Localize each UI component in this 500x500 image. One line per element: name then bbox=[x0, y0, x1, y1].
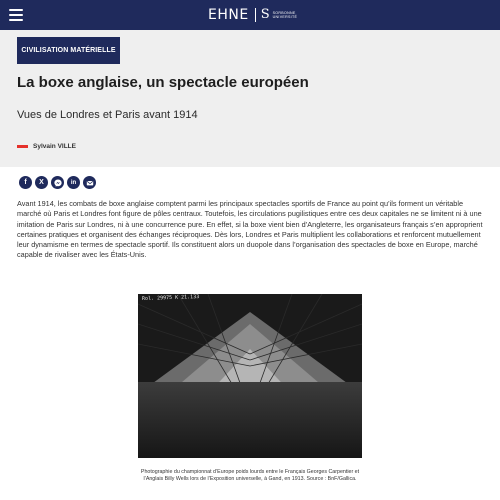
article-subtitle: Vues de Londres et Paris avant 1914 bbox=[17, 109, 198, 121]
article-photo[interactable] bbox=[138, 294, 362, 458]
email-glyph bbox=[86, 179, 94, 187]
author-accent-bar bbox=[17, 145, 28, 148]
sorbonne-logo-mark: S bbox=[260, 7, 270, 22]
author-name[interactable]: Sylvain VILLE bbox=[33, 142, 76, 150]
photo-caption: Photographie du championnat d’Europe poids lourds entre le Français Georges Carpentier et l’Anglais Billy Wells lors de l’Exposition universelle, à Gand, en 1913. Source : BnF/Gallica. bbox=[140, 469, 360, 483]
top-navigation-bar bbox=[0, 0, 500, 30]
article-header bbox=[0, 30, 500, 167]
linkedin-glyph: in bbox=[70, 179, 77, 186]
sorbonne-logo-wordmark bbox=[273, 11, 298, 19]
linkedin-icon[interactable] bbox=[67, 176, 80, 189]
facebook-glyph: f bbox=[24, 179, 27, 186]
category-badge[interactable]: CIVILISATION MATÉRIELLE bbox=[17, 37, 120, 64]
menu-icon-line bbox=[9, 19, 23, 21]
logo-uni-line-1: SORBONNE bbox=[272, 10, 296, 15]
photo-crowd bbox=[138, 382, 362, 458]
author-row bbox=[17, 140, 76, 152]
messenger-icon[interactable] bbox=[51, 176, 64, 189]
logo-separator bbox=[255, 8, 256, 22]
x-twitter-icon[interactable] bbox=[35, 176, 48, 189]
photo-archive-stamp: Rol. 29975 K 21.133 bbox=[141, 294, 200, 302]
email-icon[interactable] bbox=[83, 176, 96, 189]
photo-hall-roof bbox=[138, 294, 362, 394]
article-intro: Avant 1914, les combats de boxe anglaise comptent parmi les principaux spectacles sportifs de France au point qu’ils forment un véritable marché où Paris et Londres font figure de pôles centraux. Toutefois, les circulations pugilistiques entre ces deux capitales ne se limitent ni à une imitation de Paris sur Londres, ni à une concurrence pure. En effet, si la boxe vient bien d’Angleterre, les organisateurs français s’en approprient certaines pratiques et organisent des échanges réciproques. Dès lors, Londres et Paris multiplient les collaborations et renforcent mutuellement leur dynamisme en termes de spectacle sportif. Ils constituent alors un duopole dans l’organisation des spectacles de boxe en Europe, marché capable de rivaliser avec les États-Unis. bbox=[17, 199, 483, 260]
x-glyph: X bbox=[39, 179, 44, 186]
logo-text: EHNE bbox=[208, 7, 249, 23]
menu-icon-line bbox=[9, 9, 23, 11]
facebook-icon[interactable] bbox=[19, 176, 32, 189]
menu-icon[interactable] bbox=[9, 9, 23, 21]
messenger-glyph bbox=[54, 179, 62, 187]
page-title: La boxe anglaise, un spectacle européen bbox=[17, 74, 309, 91]
logo-uni-line-2: UNIVERSITÉ bbox=[272, 15, 298, 19]
site-logo[interactable] bbox=[208, 6, 297, 24]
menu-icon-line bbox=[9, 14, 23, 16]
share-buttons bbox=[19, 176, 96, 189]
